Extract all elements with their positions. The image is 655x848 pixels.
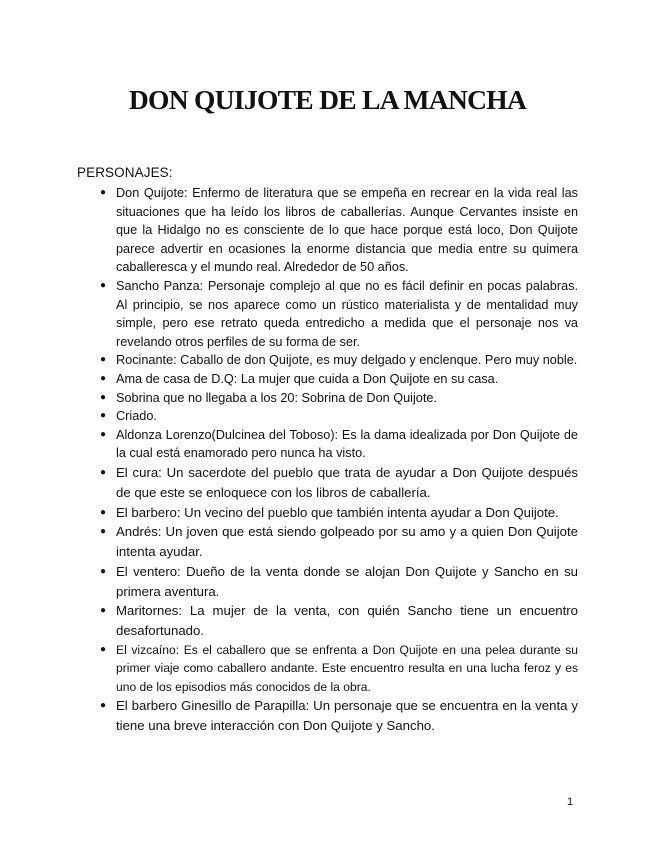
list-item-el-barbero (99, 503, 578, 523)
page-number: 1 (567, 796, 574, 808)
list-item-text: Sobrina que no llegaba a los 20: Sobrina de Don Quijote. (116, 390, 437, 405)
document-title: DON QUIJOTE DE LA MANCHA (128, 84, 527, 115)
list-item-text: El cura: Un sacerdote del pueblo que trata de ayudar a Don Quijote después de que este se enloquece con los libros de caballería. (116, 464, 578, 500)
list-item-text: El ventero: Dueño de la venta donde se alojan Don Quijote y Sancho en su primera aventura. (116, 563, 578, 599)
list-item-text: Aldonza Lorenzo(Dulcinea del Toboso): Es la dama idealizada por Don Quijote de la cual está enamorado pero nunca ha visto. (116, 427, 578, 461)
list-item-el-vizcaino (99, 641, 578, 696)
list-item-text: El barbero Ginesillo de Parapilla: Un personaje que se encuentra en la venta y tiene una breve interacción con Don Quijote y Sancho. (116, 698, 578, 734)
bullet-icon: ● (99, 466, 107, 478)
bullet-icon: ● (99, 391, 107, 403)
list-item-text: Don Quijote: Enfermo de literatura que se empeña en recrear en la vida real las situaciones que ha leído los libros de caballerías. Aunque Cervantes insiste en que la Hidalgo no es consciente de lo que hace porque está loco, Don Quijote parece advertir en ocasiones la enorme distancia que media entre su quimera caballeresca y el mundo real. Alrededor de 50 años. (116, 186, 578, 275)
section-heading: PERSONAJES: (77, 165, 173, 180)
bullet-icon: ● (99, 354, 107, 366)
list-item-text: Ama de casa de D.Q: La mujer que cuida a Don Quijote en su casa. (116, 371, 499, 386)
list-item-text: Sancho Panza: Personaje complejo al que no es fácil definir en pocas palabras. Al principio, se nos aparece como un rústico materialista y de mentalidad muy simple, pero ese retrato queda entredicho a medida que el personaje nos va revelando otros perfiles de su forma de ser. (116, 278, 578, 349)
list-item-criado (99, 407, 578, 426)
list-item-text: Criado. (116, 409, 157, 424)
bullet-icon: ● (99, 372, 107, 384)
bullet-icon: ● (99, 526, 107, 538)
list-item-andres (99, 522, 578, 562)
list-item-maritornes (99, 601, 578, 641)
list-item-aldonza-lorenzo (99, 426, 578, 463)
bullet-icon: ● (99, 565, 107, 577)
list-item-ama-de-casa (99, 370, 578, 389)
list-item-rocinante (99, 351, 578, 370)
list-item-text: El vizcaíno: Es el caballero que se enfrenta a Don Quijote en una pelea durante su primer viaje como caballero andante. Este encuentro resulta en una lucha feroz y es uno de los episodios más conocidos de la obra. (116, 643, 578, 694)
list-item-text: Maritornes: La mujer de la venta, con quién Sancho tiene un encuentro desafortunado. (116, 603, 578, 639)
list-item-el-cura (99, 463, 578, 503)
bullet-icon: ● (99, 428, 107, 440)
list-item-text: Rocinante: Caballo de don Quijote, es muy delgado y enclenque. Pero muy noble. (116, 353, 578, 368)
list-item-sobrina (99, 389, 578, 408)
list-item-el-ventero (99, 562, 578, 602)
list-item-sancho-panza (99, 277, 578, 351)
bullet-icon: ● (99, 279, 107, 291)
list-item-don-quijote (99, 184, 578, 277)
bullet-icon: ● (99, 187, 107, 198)
bullet-icon: ● (99, 644, 107, 656)
bullet-icon: ● (99, 506, 107, 518)
bullet-icon: ● (99, 410, 107, 422)
list-item-ginesillo (99, 696, 578, 736)
bullet-icon: ● (99, 605, 107, 617)
bullet-icon: ● (99, 700, 107, 712)
character-list (99, 184, 578, 736)
list-item-text: El barbero: Un vecino del pueblo que también intenta ayudar a Don Quijote. (116, 504, 559, 520)
list-item-text: Andrés: Un joven que está siendo golpeado por su amo y a quien Don Quijote intenta ayudar. (116, 524, 578, 560)
